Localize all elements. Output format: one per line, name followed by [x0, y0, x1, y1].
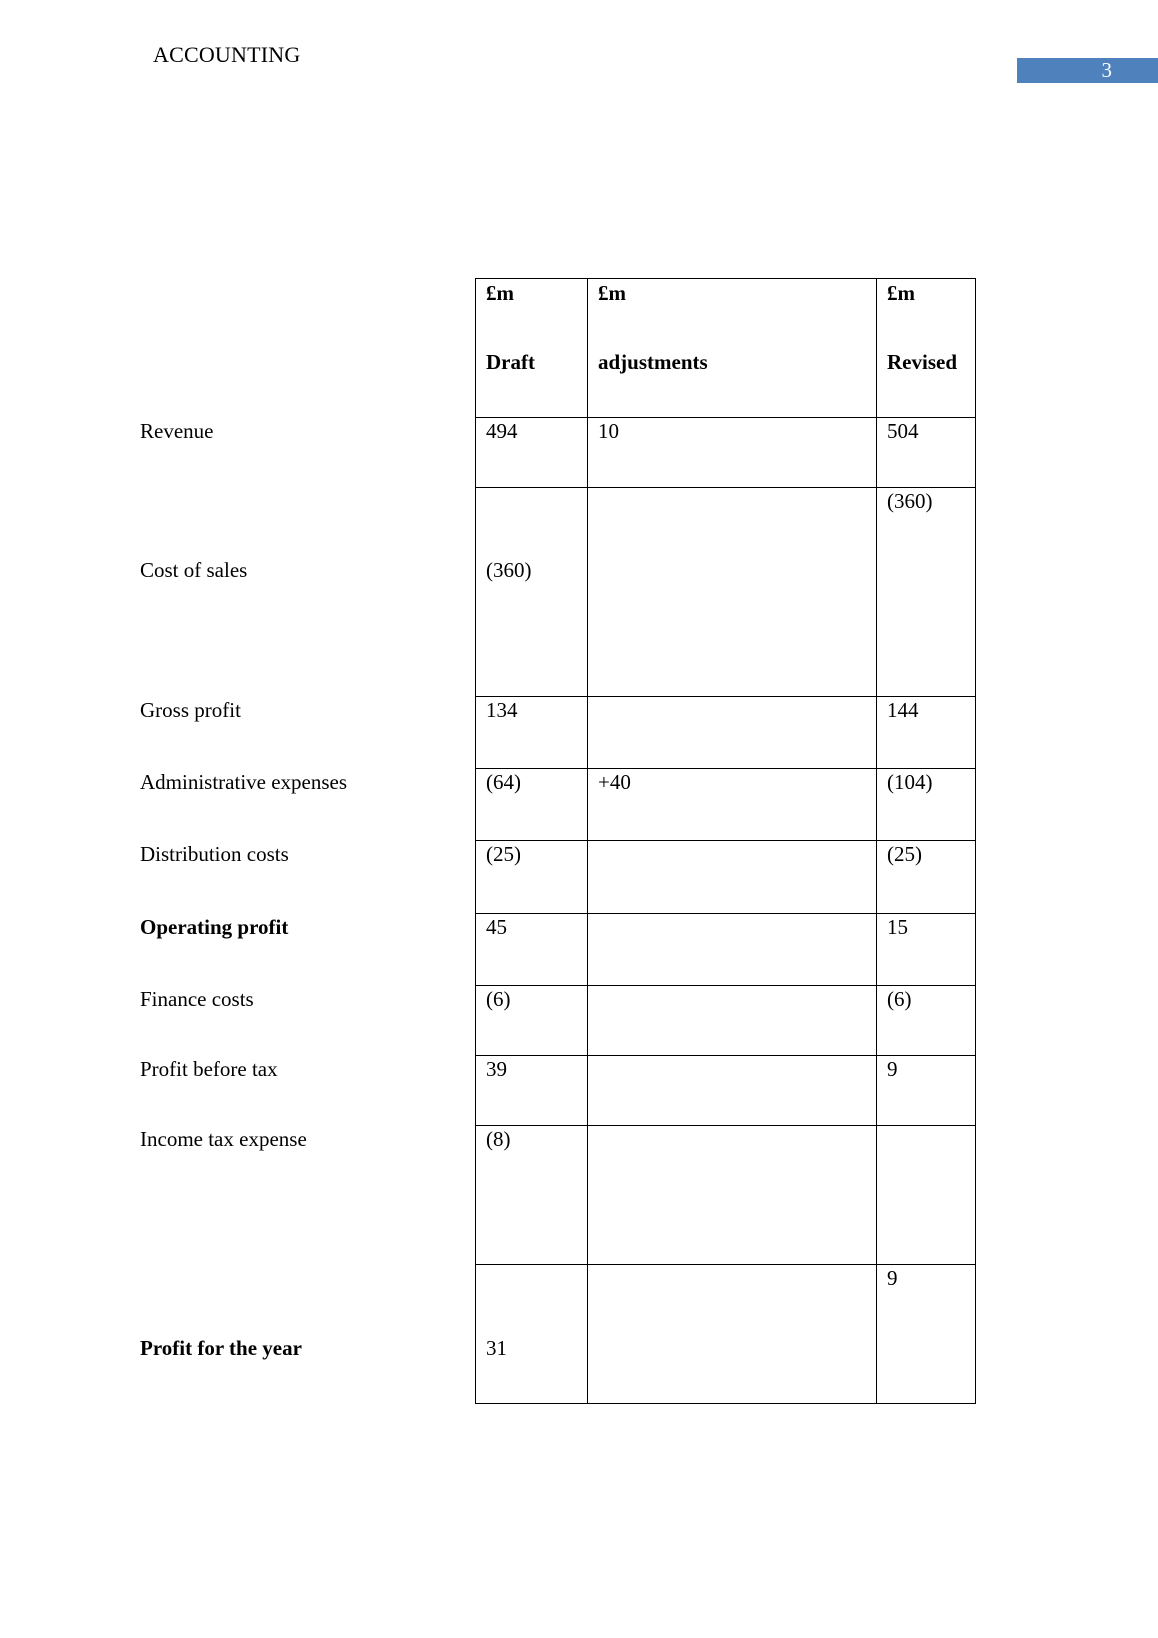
- cell-income-tax-draft: (8): [486, 1127, 511, 1151]
- income-statement-table: [475, 278, 976, 1404]
- row-label-operating-profit: Operating profit: [140, 915, 289, 939]
- cell-operating-profit-revised: 15: [887, 915, 908, 939]
- table-border: [475, 840, 976, 841]
- cell-admin-expenses-adjustment: +40: [598, 770, 631, 794]
- row-label-gross-profit: Gross profit: [140, 698, 241, 722]
- row-label-cost-of-sales: Cost of sales: [140, 558, 248, 582]
- cell-gross-profit-draft: 134: [486, 698, 518, 722]
- cell-cost-of-sales-draft: (360): [486, 558, 532, 582]
- row-label-profit-before-tax: Profit before tax: [140, 1057, 278, 1081]
- table-border: [475, 278, 976, 279]
- cell-admin-expenses-revised: (104): [887, 770, 933, 794]
- cell-finance-costs-revised: (6): [887, 987, 912, 1011]
- table-border: [475, 1403, 976, 1404]
- row-label-administrative-expenses: Administrative expenses: [140, 770, 348, 794]
- column-unit-adjustments: £m: [598, 281, 626, 305]
- cell-finance-costs-draft: (6): [486, 987, 511, 1011]
- table-border: [587, 278, 588, 1404]
- cell-admin-expenses-draft: (64): [486, 770, 521, 794]
- table-border: [475, 1055, 976, 1056]
- row-label-finance-costs: Finance costs: [140, 987, 254, 1011]
- row-label-income-tax-expense: Income tax expense: [140, 1127, 307, 1151]
- cell-profit-for-year-revised: 9: [887, 1266, 898, 1290]
- table-border: [475, 487, 976, 488]
- page-number-badge: 3: [1017, 58, 1158, 83]
- cell-operating-profit-draft: 45: [486, 915, 507, 939]
- cell-profit-before-tax-draft: 39: [486, 1057, 507, 1081]
- column-unit-draft: £m: [486, 281, 514, 305]
- table-border: [475, 696, 976, 697]
- cell-cost-of-sales-revised: (360): [887, 489, 933, 513]
- table-border: [475, 913, 976, 914]
- running-header-title: ACCOUNTING: [153, 42, 301, 67]
- table-border: [475, 1264, 976, 1265]
- cell-profit-for-year-draft: 31: [486, 1336, 507, 1360]
- cell-revenue-revised: 504: [887, 419, 919, 443]
- cell-gross-profit-revised: 144: [887, 698, 919, 722]
- cell-distribution-costs-draft: (25): [486, 842, 521, 866]
- row-label-profit-for-the-year: Profit for the year: [140, 1336, 302, 1360]
- column-header-revised: Revised: [887, 350, 957, 374]
- row-label-distribution-costs: Distribution costs: [140, 842, 289, 866]
- table-border: [475, 417, 976, 418]
- cell-profit-before-tax-revised: 9: [887, 1057, 898, 1081]
- column-header-draft: Draft: [486, 350, 535, 374]
- row-label-revenue: Revenue: [140, 419, 214, 443]
- cell-distribution-costs-revised: (25): [887, 842, 922, 866]
- table-border: [475, 768, 976, 769]
- table-border: [475, 985, 976, 986]
- cell-revenue-adjustment: 10: [598, 419, 619, 443]
- table-border: [475, 1125, 976, 1126]
- column-unit-revised: £m: [887, 281, 915, 305]
- column-header-adjustments: adjustments: [598, 350, 708, 374]
- cell-revenue-draft: 494: [486, 419, 518, 443]
- table-border: [475, 278, 476, 1404]
- table-border: [975, 278, 976, 1404]
- table-border: [876, 278, 877, 1404]
